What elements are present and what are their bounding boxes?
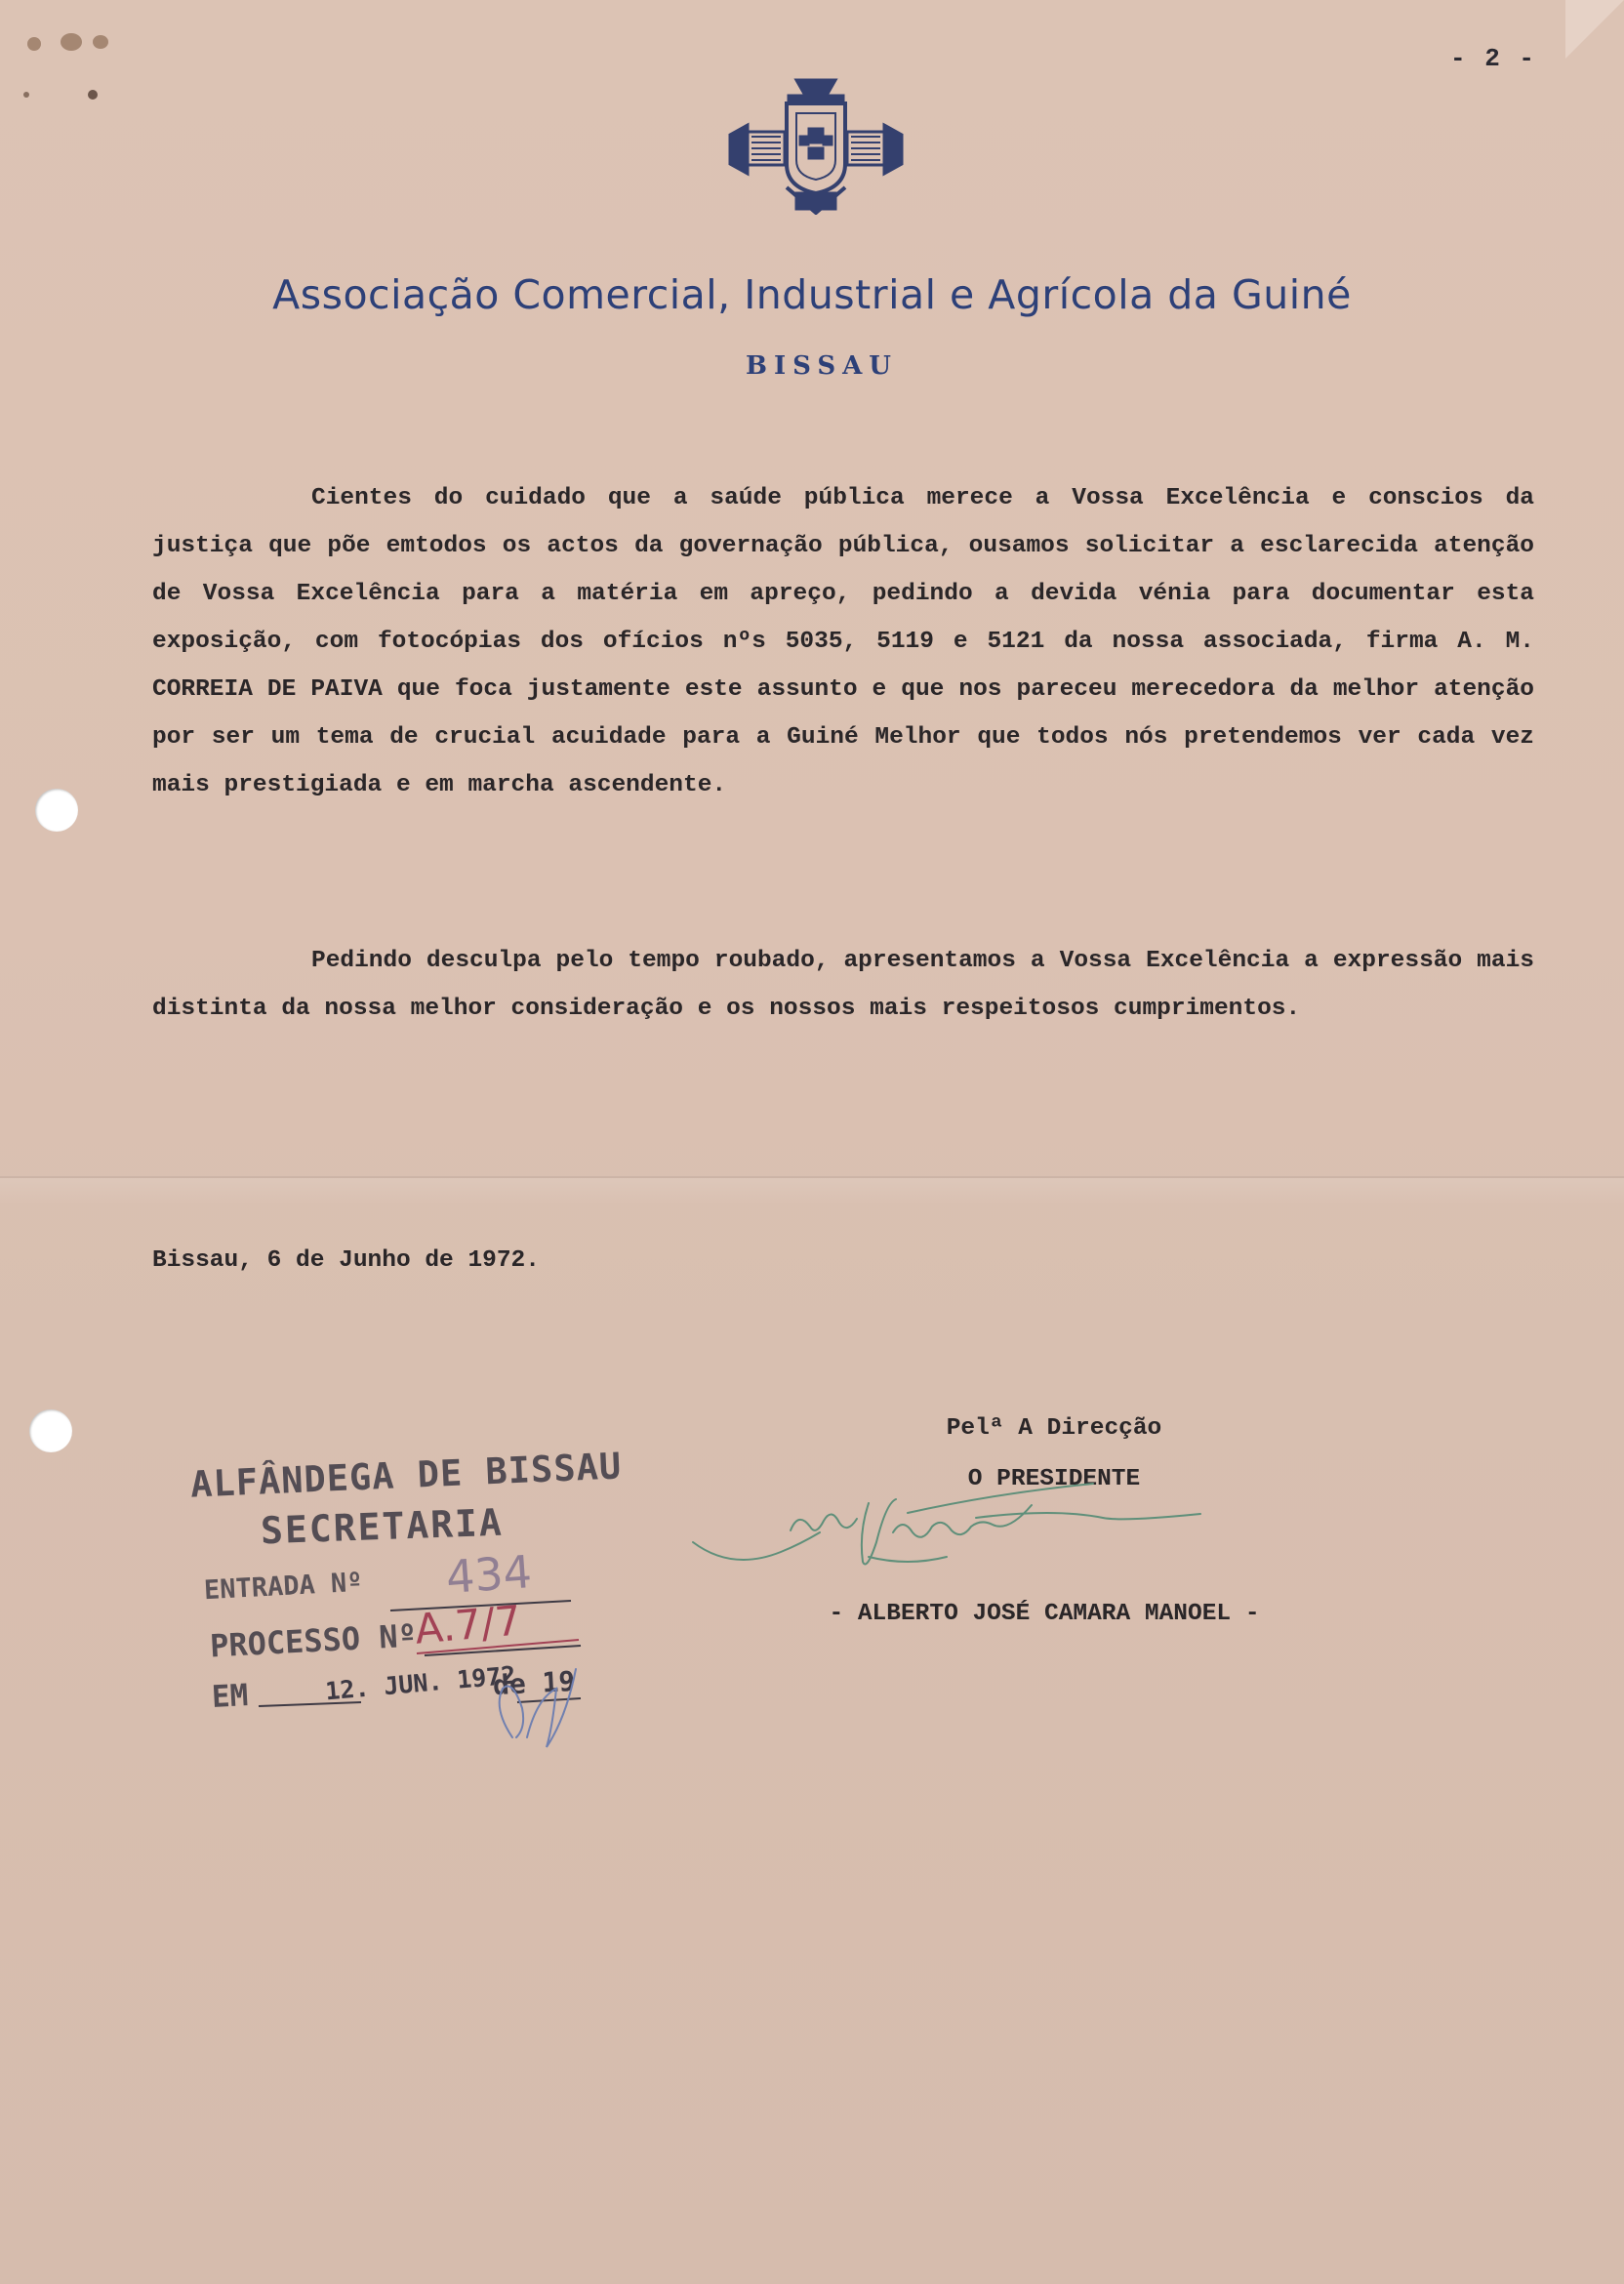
stamp-office: ALFÂNDEGA DE BISSAU — [189, 1445, 623, 1506]
coat-of-arms-emblem-icon — [728, 78, 904, 215]
stamp-process-number: A.7/7 — [413, 1596, 523, 1653]
stain-mark — [93, 35, 108, 49]
stamp-department: SECRETARIA — [260, 1500, 505, 1553]
signatory-name: - ALBERTO JOSÉ CAMARA MANOEL - — [829, 1601, 1260, 1627]
punch-hole — [29, 1409, 72, 1452]
stamp-entry-number: 434 — [444, 1545, 534, 1604]
organization-city: BISSAU — [746, 351, 898, 381]
page-number: - 2 - — [1449, 44, 1536, 73]
stain-mark — [61, 33, 82, 51]
customs-received-stamp — [190, 1445, 639, 1776]
signature-direction: Pelª A Direcção — [946, 1415, 1162, 1442]
stamp-process-label: PROCESSO Nº — [209, 1616, 418, 1665]
stamp-lines-icon — [190, 1445, 639, 1776]
organization-name: Associação Comercial, Industrial e Agrícola da Guiné — [272, 271, 1352, 318]
stain-mark — [27, 37, 41, 51]
handwritten-signature-icon — [683, 1474, 1210, 1581]
punch-hole — [35, 789, 78, 832]
stamp-entry-label: ENTRADA Nº — [203, 1567, 364, 1607]
stain-mark — [88, 90, 98, 100]
stamp-date-label: EM — [211, 1678, 250, 1715]
stamp-year-label: de 19 — [492, 1664, 577, 1702]
folded-corner — [1565, 0, 1624, 59]
signature-role: O PRESIDENTE — [967, 1466, 1141, 1492]
stamp-date-value: 12. JUN. 1972 — [324, 1660, 517, 1706]
date-line: Bissau, 6 de Junho de 1972. — [152, 1247, 540, 1274]
stain-mark — [23, 92, 29, 98]
body-paragraph-1: Cientes do cuidado que a saúde pública merece a Vossa Excelência e conscios da justiça que põe emtodos os actos da governação pública, ousamos solicitar a esclarecida atenção de Vossa Excelência para a matéria em apreço, pedindo a devida vénia para documentar esta exposição, com fotocópias dos ofícios nºs 5035, 5119 e 5121 da nossa associada, firma A. M. CORREIA DE PAIVA que foca justamente este assunto e que nos pareceu merecedora da melhor atenção por ser um tema de crucial acuidade para a Guiné Melhor que todos nós pretendemos ver cada vez mais prestigiada e em marcha ascendente. — [152, 485, 1534, 798]
body-paragraph-2: Pedindo desculpa pelo tempo roubado, apresentamos a Vossa Excelência a expressão mais distinta da nossa melhor consideração e os nossos mais respeitosos cumprimentos. — [152, 948, 1534, 1022]
fold-shadow — [0, 1176, 1624, 1205]
